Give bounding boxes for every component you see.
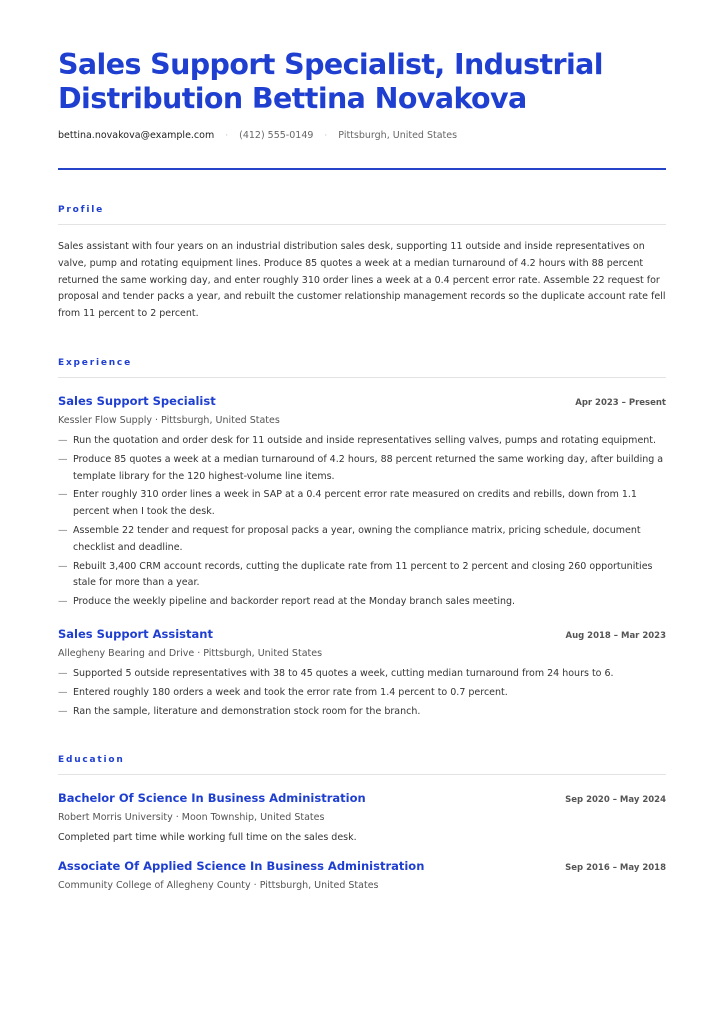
job-bullets xyxy=(58,666,666,720)
section-heading-education: Education xyxy=(58,755,666,775)
degree-dates: Sep 2020 – May 2024 xyxy=(565,795,666,806)
bullet-text: Ran the sample, literature and demonstration stock room for the branch. xyxy=(73,705,421,717)
job-title: Sales Support Specialist xyxy=(58,393,216,408)
job-bullets xyxy=(58,433,666,611)
job-entry xyxy=(58,627,666,720)
contact-location: Pittsburgh, United States xyxy=(338,130,458,141)
bullet-dash: — xyxy=(58,705,68,717)
school-name: Robert Morris University · Moon Township, United States xyxy=(58,812,325,824)
bullet-text: Produce 85 quotes a week at a median turnaround of 4.2 hours, 88 percent returned the same working day, after building a template library for the 120 highest-volume line items. xyxy=(73,453,664,482)
job-entry xyxy=(58,394,666,611)
resume-title: Sales Support Specialist, Industrial Distribution Bettina Novakova xyxy=(58,48,603,115)
bullet-dash: — xyxy=(58,596,68,608)
bullet-text: Assemble 22 tender and request for proposal packs a year, owning the compliance matrix, pricing schedule, document checklist and deadline. xyxy=(73,524,641,553)
job-dates: Apr 2023 – Present xyxy=(575,397,666,408)
degree-title: Bachelor Of Science In Business Administration xyxy=(58,791,366,806)
bullet-item xyxy=(58,594,666,611)
bullet-dash: — xyxy=(58,453,68,465)
contact-line xyxy=(58,130,666,141)
contact-separator: · xyxy=(324,130,328,141)
job-employer: Kessler Flow Supply · Pittsburgh, United States xyxy=(58,414,280,426)
bullet-text: Produce the weekly pipeline and backorder report read at the Monday branch sales meeting. xyxy=(73,596,516,608)
contact-phone: (412) 555-0149 xyxy=(239,130,314,141)
bullet-text: Rebuilt 3,400 CRM account records, cutting the duplicate rate from 11 percent to 2 percent and closing 260 opportunities stale for more than a year. xyxy=(73,560,653,589)
education-entry xyxy=(58,791,666,843)
bullet-item xyxy=(58,487,666,521)
degree-note: Completed part time while working full time on the sales desk. xyxy=(58,832,357,844)
section-heading-profile: Profile xyxy=(58,205,666,225)
bullet-dash: — xyxy=(58,489,68,501)
bullet-dash: — xyxy=(58,560,68,572)
bullet-dash: — xyxy=(58,667,68,679)
degree-title: Associate Of Applied Science In Business Administration xyxy=(58,859,425,874)
degree-dates: Sep 2016 – May 2018 xyxy=(565,863,666,874)
bullet-dash: — xyxy=(58,434,68,446)
bullet-text: Enter roughly 310 order lines a week in SAP at a 0.4 percent error rate measured on credits and rebills, down from 1.1 percent when I took the desk. xyxy=(73,489,637,518)
job-employer: Allegheny Bearing and Drive · Pittsburgh, United States xyxy=(58,647,323,659)
contact-email: bettina.novakova@example.com xyxy=(58,130,215,141)
bullet-item xyxy=(58,523,666,557)
bullet-dash: — xyxy=(58,686,68,698)
education-entry xyxy=(58,859,666,891)
bullet-item xyxy=(58,559,666,593)
bullet-item xyxy=(58,704,666,721)
job-title: Sales Support Assistant xyxy=(58,626,213,641)
school-name: Community College of Allegheny County · Pittsburgh, United States xyxy=(58,880,379,892)
header-divider xyxy=(58,168,666,170)
bullet-item xyxy=(58,685,666,702)
bullet-text: Entered roughly 180 orders a week and took the error rate from 1.4 percent to 0.7 percent. xyxy=(73,686,508,698)
section-heading-experience: Experience xyxy=(58,358,666,378)
bullet-item xyxy=(58,433,666,450)
bullet-text: Supported 5 outside representatives with 38 to 45 quotes a week, cutting median turnaround from 24 hours to 6. xyxy=(73,667,614,679)
job-dates: Aug 2018 – Mar 2023 xyxy=(565,630,666,641)
bullet-text: Run the quotation and order desk for 11 outside and inside representatives selling valves, pumps and rotating equipment. xyxy=(73,434,657,446)
bullet-item xyxy=(58,666,666,683)
contact-separator: · xyxy=(225,130,229,141)
profile-summary: Sales assistant with four years on an industrial distribution sales desk, supporting 11 outside and inside representatives on valve, pump and rotating equipment lines. Produce 85 quotes a week at a median turnaround of 4.2 hours with 88 percent returned the same working day, and enter roughly 310 order lines a week at a 0.4 percent error rate. Assemble 22 request for proposal and tender packs a year, and rebuilt the customer relationship management records so the duplicate account rate fell from 11 percent to 2 percent. xyxy=(58,241,666,320)
bullet-item xyxy=(58,452,666,486)
bullet-dash: — xyxy=(58,524,68,536)
